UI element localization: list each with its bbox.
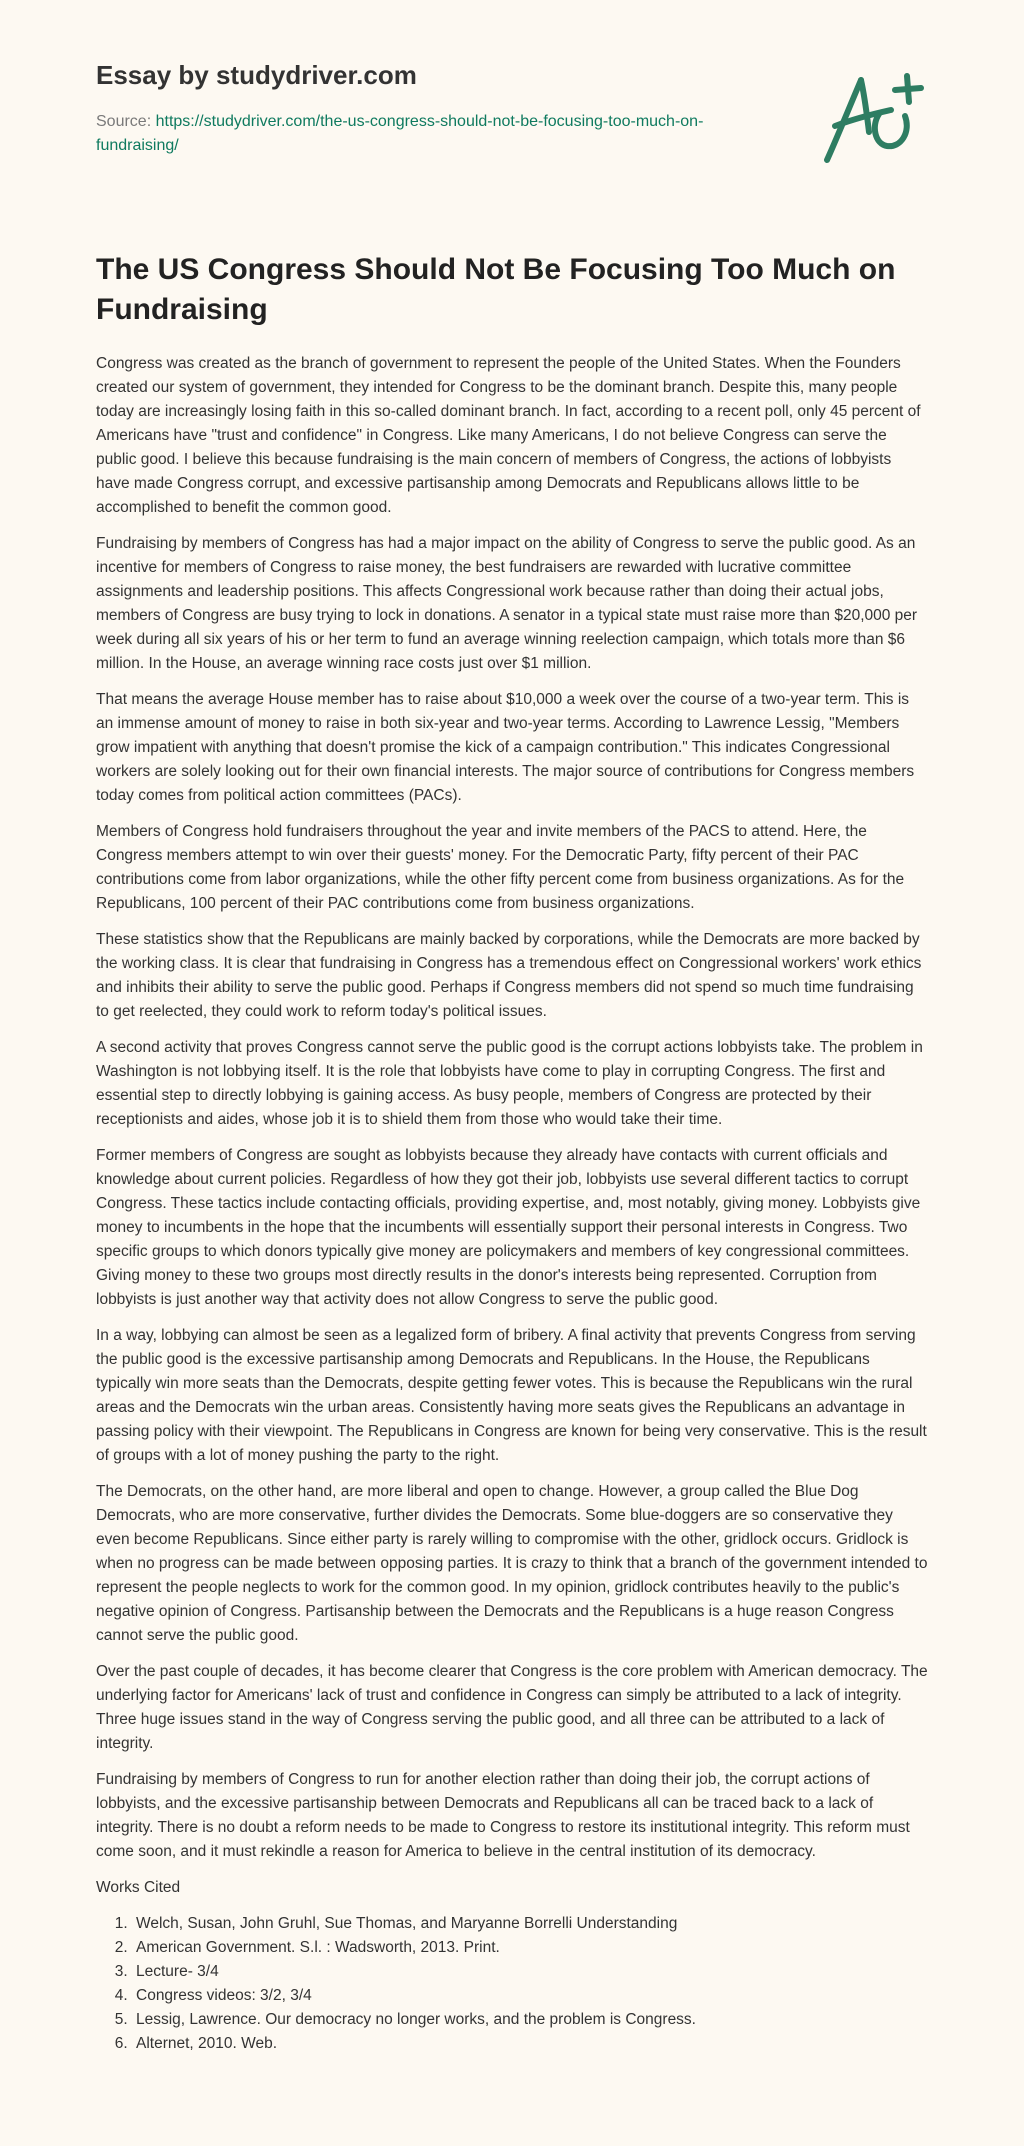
essay-paragraph: That means the average House member has to raise about $10,000 a week over the course of a two-year term. This is an immense amount of money to raise in both six-year and two-year terms. According to Lawrence Lessig, "Members grow impatient with anything that doesn't promise the kick of a campaign contribution." This indicates Congressional workers are solely looking out for their own financial interests. The major source of contributions for Congress members today comes from political action committees (PACs). [96,691,915,804]
essay-body [96,352,928,2056]
works-cited-item: 1. Welch, Susan, John Gruhl, Sue Thomas, and Maryanne Borrelli Understanding [132,1912,928,1936]
essay-paragraph: Fundraising by members of Congress to run for another election rather than doing their job, the corrupt actions of lobbyists, and the excessive partisanship between Democrats and Republicans all can be traced back to a lack of integrity. There is no doubt a reform needs to be made to Congress to restore its institutional integrity. This reform must come soon, and it must rekindle a reason for America to believe in the central institution of its democracy. [96,1771,910,1860]
source-link[interactable]: https://studydriver.com/the-us-congress-should-not-be-focusing-too-much-on-fundraising/ [96,113,704,154]
works-cited-item: 2. American Government. S.l. : Wadsworth, 2013. Print. [132,1936,928,1960]
essay-paragraph: A second activity that proves Congress cannot serve the public good is the corrupt actions lobbyists take. The problem in Washington is not lobbying itself. It is the role that lobbyists have come to play in corrupting Congress. The first and essential step to directly lobbying is gaining access. As busy people, members of Congress are protected by their receptionists and aides, whose job it is to shield them from those who would take their time. [96,1039,923,1128]
essay-paragraph: Over the past couple of decades, it has become clearer that Congress is the core problem with American democracy. The underlying factor for Americans' lack of trust and confidence in Congress can simply be attributed to a lack of integrity. Three huge issues stand in the way of Congress serving the public good, and all three can be attributed to a lack of integrity. [96,1663,928,1752]
source-label: Source: [96,113,152,130]
essay-paragraph: In a way, lobbying can almost be seen as a legalized form of bribery. A final activity that prevents Congress from serving the public good is the excessive partisanship among Democrats and Republicans. In the House, the Republicans typically win more seats than the Democrats, despite getting fewer votes. This is because the Republicans win the rural areas and the Democrats win the urban areas. Consistently having more seats gives the Republicans an advantage in passing policy with their viewpoint. The Republicans in Congress are known for being very conservative. This is the result of groups with a lot of money pushing the party to the right. [96,1327,927,1464]
essay-paragraph: The Democrats, on the other hand, are more liberal and open to change. However, a group called the Blue Dog Democrats, who are more conservative, further divides the Democrats. Some blue-doggers are so conservative they even become Republicans. Since either party is rarely willing to compromise with the other, gridlock occurs. Gridlock is when no progress can be made between opposing parties. It is crazy to think that a branch of the government intended to represent the people neglects to work for the common good. In my opinion, gridlock contributes heavily to the public's negative opinion of Congress. Partisanship between the Democrats and the Republicans is a huge reason Congress cannot serve the public good. [96,1483,928,1644]
works-cited-item: 5. Lessig, Lawrence. Our democracy no longer works, and the problem is Congress. [132,2008,928,2032]
works-cited-list [96,1912,928,2056]
essay-paragraph: Fundraising by members of Congress has had a major impact on the ability of Congress to serve the public good. As an incentive for members of Congress to raise money, the best fundraisers are rewarded with lucrative committee assignments and leadership positions. This affects Congressional work because rather than doing their actual jobs, members of Congress are busy trying to lock in donations. A senator in a typical state must raise more than $20,000 per week during all six years of his or her term to fund an average winning reelection campaign, which totals more than $6 million. In the House, an average winning race costs just over $1 million. [96,535,918,672]
works-cited-item: 6. Alternet, 2010. Web. [132,2032,928,2056]
site-brand-title: Essay by studydriver.com [96,60,417,90]
a-plus-logo-icon [821,68,931,168]
essay-paragraph: Congress was created as the branch of government to represent the people of the United States. When the Founders created our system of government, they intended for Congress to be the dominant branch. Despite this, many people today are increasingly losing faith in this so-called dominant branch. In fact, according to a recent poll, only 45 percent of Americans have "trust and confidence" in Congress. Like many Americans, I do not believe Congress can serve the public good. I believe this because fundraising is the main concern of members of Congress, the actions of lobbyists have made Congress corrupt, and excessive partisanship among Democrats and Republicans allows little to be accomplished to benefit the common good. [96,355,921,516]
works-cited-heading: Works Cited [96,1879,181,1896]
essay-paragraph: Former members of Congress are sought as lobbyists because they already have contacts with current officials and knowledge about current policies. Regardless of how they got their job, lobbyists use several different tactics to corrupt Congress. These tactics include contacting officials, providing expertise, and, most notably, giving money. Lobbyists give money to incumbents in the hope that the incumbents will essentially support their personal interests in Congress. Two specific groups to which donors typically give money are policymakers and members of key congressional committees. Giving money to these two groups most directly results in the donor's interests being represented. Corruption from lobbyists is just another way that activity does not allow Congress to serve the public good. [96,1147,921,1308]
essay-title: The US Congress Should Not Be Focusing Too Much on Fundraising [96,253,896,326]
works-cited-item: 4. Congress videos: 3/2, 3/4 [132,1984,928,2008]
source-line [96,110,736,158]
works-cited-item: 3. Lecture- 3/4 [132,1960,928,1984]
essay-paragraph: These statistics show that the Republicans are mainly backed by corporations, while the Democrats are more backed by the working class. It is clear that fundraising in Congress has a tremendous effect on Congressional workers' work ethics and inhibits their ability to serve the public good. Perhaps if Congress members did not spend so much time fundraising to get reelected, they could work to reform today's political issues. [96,931,922,1020]
essay-paragraph: Members of Congress hold fundraisers throughout the year and invite members of the PACS to attend. Here, the Congress members attempt to win over their guests' money. For the Democratic Party, fifty percent of their PAC contributions come from labor organizations, while the other fifty percent come from business organizations. As for the Republicans, 100 percent of their PAC contributions come from business organizations. [96,823,905,912]
